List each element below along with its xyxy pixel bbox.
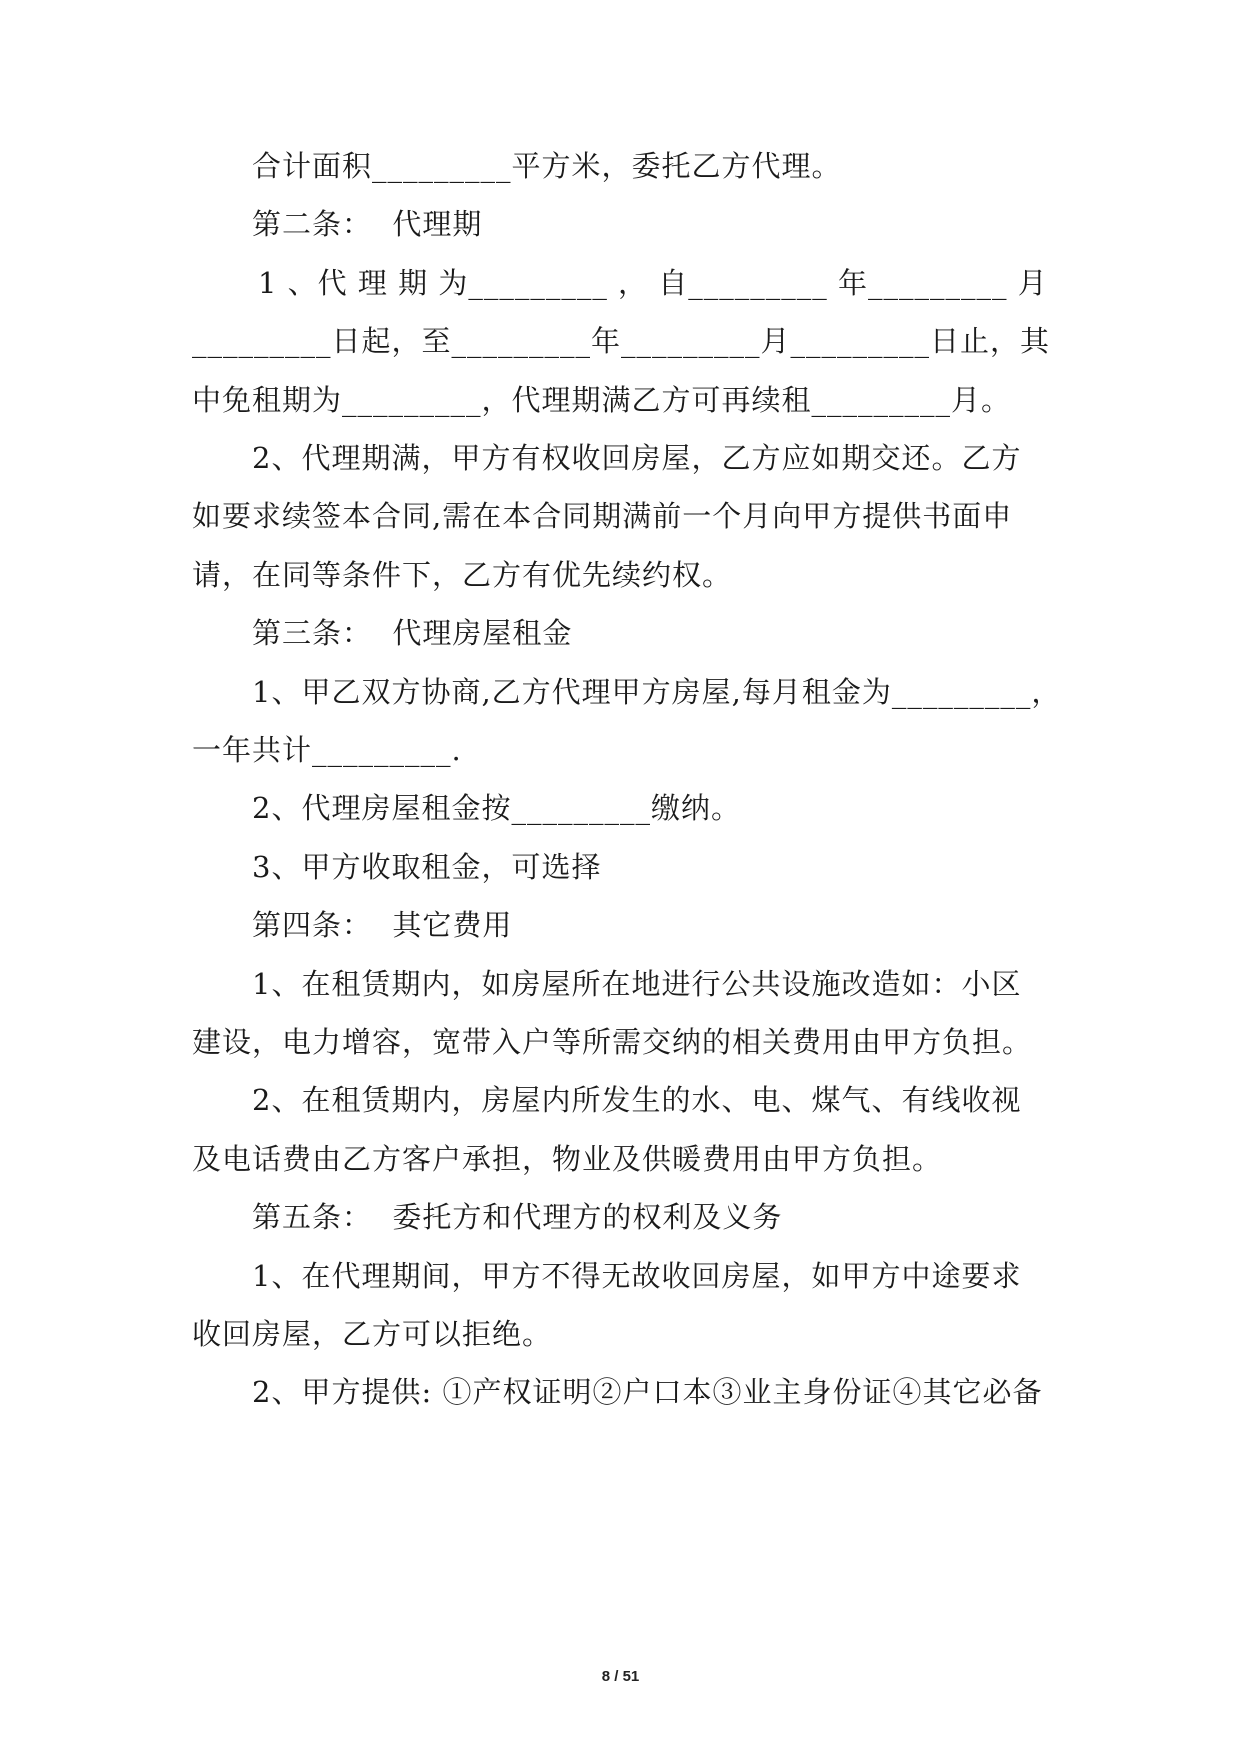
paragraph-line: 2、代理期满，甲方有权收回房屋，乙方应如期交还。乙方	[252, 441, 1022, 475]
paragraph-line: 1、在租赁期内，如房屋所在地进行公共设施改造如：小区	[252, 967, 1022, 1001]
paragraph-line: 请，在同等条件下，乙方有优先续约权。	[192, 558, 733, 592]
article-heading: 第四条： 其它费用	[252, 908, 513, 942]
paragraph-line: 1、在代理期间，甲方不得无故收回房屋，如甲方中途要求	[252, 1259, 1022, 1293]
article-heading: 第二条： 代理期	[252, 207, 483, 241]
paragraph-line: 1、甲乙双方协商,乙方代理甲方房屋,每月租金为_________，	[252, 675, 1062, 709]
paragraph-line: _________日起，至_________年_________月_________日止，其	[192, 324, 1051, 358]
paragraph-line: 及电话费由乙方客户承担，物业及供暖费用由甲方负担。	[192, 1142, 943, 1176]
page-number: 8 / 51	[601, 1668, 640, 1685]
paragraph-line: 2、代理房屋租金按_________缴纳。	[252, 791, 741, 825]
paragraph-line: 合计面积_________平方米，委托乙方代理。	[252, 149, 842, 183]
paragraph-line: 建设，电力增容，宽带入户等所需交纳的相关费用由甲方负担。	[192, 1025, 1033, 1059]
paragraph-line: 3、甲方收取租金，可选择	[252, 850, 602, 884]
paragraph-line: 如要求续签本合同,需在本合同期满前一个月向甲方提供书面申	[192, 499, 1013, 533]
paragraph-line: 2、在租赁期内，房屋内所发生的水、电、煤气、有线收视	[252, 1083, 1022, 1117]
paragraph-line: 2、甲方提供: ①产权证明②户口本③业主身份证④其它必备	[252, 1375, 1043, 1409]
paragraph-line: 一年共计_________.	[192, 733, 462, 767]
article-heading: 第三条： 代理房屋租金	[252, 616, 573, 650]
paragraph-line: 收回房屋，乙方可以拒绝。	[192, 1317, 553, 1351]
paragraph-line: 1 、代 理 期 为_________ ， 自_________ 年_________ 月	[258, 266, 1048, 300]
paragraph-line: 中免租期为_________，代理期满乙方可再续租_________月。	[192, 383, 1012, 417]
article-heading: 第五条： 委托方和代理方的权利及义务	[252, 1200, 783, 1234]
